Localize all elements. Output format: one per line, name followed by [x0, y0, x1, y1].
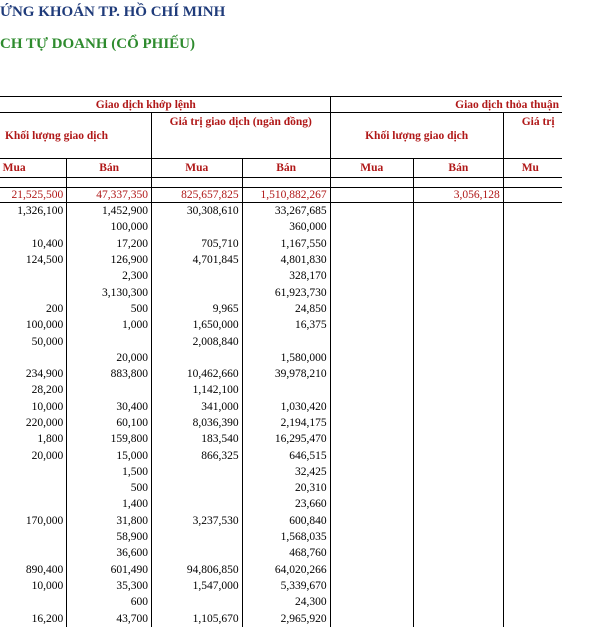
cell-neg-val-buy [503, 284, 562, 300]
cell-vol-sell: 159,800 [67, 431, 152, 447]
cell-neg-vol-sell [413, 415, 503, 431]
cell-neg-val-buy [503, 578, 562, 594]
cell-neg-val-buy [503, 203, 562, 220]
total-neg-vol-buy [330, 188, 413, 203]
table-row [0, 594, 562, 610]
cell-neg-val-buy [503, 480, 562, 496]
cell-val-buy: 94,806,850 [151, 562, 242, 578]
table-row [0, 284, 562, 300]
cell-val-buy: 4,701,845 [151, 252, 242, 268]
cell-val-sell: 16,295,470 [242, 431, 330, 447]
cell-neg-vol-buy [330, 513, 413, 529]
cell-vol-buy: 200 [46, 302, 64, 315]
cell-val-sell: 360,000 [242, 219, 330, 235]
cell-neg-vol-buy [330, 610, 413, 626]
cell-val-sell [242, 382, 330, 398]
cell-val-buy [151, 464, 242, 480]
cell-neg-vol-sell [413, 513, 503, 529]
cell-neg-vol-buy [330, 219, 413, 235]
header-negotiated-trading: Giao dịch thỏa thuận [330, 97, 562, 113]
cell-vol-sell: 1,452,900 [67, 203, 152, 220]
cell-val-sell: 328,170 [242, 268, 330, 284]
header-val-sell: Bán [242, 159, 330, 178]
cell-vol-buy [0, 219, 67, 235]
cell-vol-sell: 3,130,300 [67, 284, 152, 300]
cell-vol-sell: 500 [67, 301, 152, 317]
header-matched-trading: Giao dịch khớp lệnh [0, 97, 330, 113]
cell-neg-val-buy [503, 562, 562, 578]
cell-neg-val-buy [503, 236, 562, 252]
cell-neg-vol-buy [330, 203, 413, 220]
cell-vol-sell: 15,000 [67, 447, 152, 463]
cell-neg-vol-buy [330, 399, 413, 415]
cell-val-buy [151, 545, 242, 561]
header-volume-negotiated: Khối lượng giao dịch [330, 113, 503, 159]
cell-val-buy: 8,036,390 [151, 415, 242, 431]
table-row [0, 496, 562, 512]
cell-neg-val-buy [503, 333, 562, 349]
cell-val-sell: 2,194,175 [242, 415, 330, 431]
cell-neg-vol-sell [413, 382, 503, 398]
cell-neg-val-buy [503, 431, 562, 447]
cell-vol-buy [0, 464, 67, 480]
cell-neg-val-buy [503, 415, 562, 431]
cell-neg-val-buy [503, 464, 562, 480]
table-row [0, 529, 562, 545]
cell-neg-val-buy [503, 610, 562, 626]
cell-val-sell: 468,760 [242, 545, 330, 561]
cell-neg-val-buy [503, 594, 562, 610]
total-val-buy: 825,657,825 [151, 188, 242, 203]
cell-val-sell: 24,850 [242, 301, 330, 317]
table-row [0, 415, 562, 431]
cell-val-buy: 341,000 [151, 399, 242, 415]
cell-vol-sell: 1,500 [67, 464, 152, 480]
cell-vol-buy [0, 594, 67, 610]
cell-val-buy [151, 496, 242, 512]
cell-val-buy: 1,142,100 [151, 382, 242, 398]
cell-neg-vol-sell [413, 236, 503, 252]
cell-vol-buy: 1,326,100 [17, 205, 64, 218]
cell-neg-vol-buy [330, 480, 413, 496]
cell-neg-vol-sell [413, 594, 503, 610]
table-row [0, 513, 562, 529]
cell-val-buy: 1,650,000 [151, 317, 242, 333]
cell-neg-vol-sell [413, 610, 503, 626]
cell-neg-vol-sell [413, 366, 503, 382]
cell-val-sell: 64,020,266 [242, 562, 330, 578]
cell-val-sell: 39,978,210 [242, 366, 330, 382]
header-value-negotiated: Giá trị [503, 113, 562, 159]
cell-neg-vol-buy [330, 301, 413, 317]
cell-neg-vol-buy [330, 464, 413, 480]
cell-val-sell: 1,167,550 [242, 236, 330, 252]
cell-vol-buy: 234,900 [25, 368, 64, 381]
cell-neg-vol-buy [330, 496, 413, 512]
cell-neg-vol-sell [413, 268, 503, 284]
cell-neg-val-buy [503, 513, 562, 529]
total-vol-sell: 47,337,350 [67, 188, 152, 203]
cell-neg-vol-sell [413, 219, 503, 235]
cell-neg-vol-sell [413, 562, 503, 578]
cell-neg-vol-sell [413, 252, 503, 268]
cell-vol-sell: 883,800 [67, 366, 152, 382]
cell-vol-buy: 124,500 [25, 254, 64, 267]
cell-neg-val-buy [503, 219, 562, 235]
header-val-buy: Mua [151, 159, 242, 178]
table-row [0, 219, 562, 235]
cell-neg-vol-buy [330, 529, 413, 545]
cell-val-buy [151, 284, 242, 300]
report-subtitle: CH TỰ DOANH (CỔ PHIẾU) [0, 36, 195, 52]
total-neg-vol-sell: 3,056,128 [413, 188, 503, 203]
cell-neg-val-buy [503, 382, 562, 398]
cell-neg-vol-sell [413, 333, 503, 349]
cell-vol-sell: 17,200 [67, 236, 152, 252]
cell-neg-val-buy [503, 399, 562, 415]
cell-val-sell: 1,030,420 [242, 399, 330, 415]
cell-vol-sell: 600 [67, 594, 152, 610]
cell-vol-buy: 50,000 [31, 335, 64, 348]
cell-val-sell [242, 333, 330, 349]
cell-neg-vol-buy [330, 415, 413, 431]
cell-neg-vol-sell [413, 399, 503, 415]
cell-neg-vol-buy [330, 447, 413, 463]
cell-vol-buy [0, 545, 67, 561]
cell-vol-sell: 31,800 [67, 513, 152, 529]
table-row [0, 610, 562, 626]
cell-vol-buy: 16,200 [31, 612, 64, 625]
cell-val-buy: 1,105,670 [151, 610, 242, 626]
cell-val-sell: 23,660 [242, 496, 330, 512]
cell-neg-vol-sell [413, 464, 503, 480]
cell-vol-buy [0, 284, 67, 300]
cell-vol-buy [0, 480, 67, 496]
cell-neg-val-buy [503, 301, 562, 317]
cell-val-buy: 705,710 [151, 236, 242, 252]
cell-neg-val-buy [503, 447, 562, 463]
cell-neg-vol-sell [413, 203, 503, 220]
cell-neg-vol-sell [413, 301, 503, 317]
cell-neg-vol-sell [413, 350, 503, 366]
cell-val-buy [151, 268, 242, 284]
cell-vol-sell: 36,600 [67, 545, 152, 561]
cell-neg-vol-sell [413, 496, 503, 512]
cell-vol-sell: 2,300 [67, 268, 152, 284]
table-row [0, 317, 562, 333]
cell-val-buy [151, 529, 242, 545]
cell-val-sell: 33,267,685 [242, 203, 330, 220]
cell-vol-buy: 170,000 [25, 514, 64, 527]
cell-val-sell: 4,801,830 [242, 252, 330, 268]
cell-neg-vol-sell [413, 284, 503, 300]
cell-neg-vol-buy [330, 317, 413, 333]
cell-val-buy [151, 594, 242, 610]
cell-vol-buy: 10,000 [31, 400, 64, 413]
table-row [0, 203, 562, 220]
table-row [0, 382, 562, 398]
cell-val-buy: 10,462,660 [151, 366, 242, 382]
cell-val-sell: 61,923,730 [242, 284, 330, 300]
table-row [0, 578, 562, 594]
cell-val-sell: 646,515 [242, 447, 330, 463]
header-neg-vol-sell: Bán [413, 159, 503, 178]
cell-vol-buy: 220,000 [25, 417, 64, 429]
cell-vol-buy: 28,200 [31, 384, 64, 397]
cell-val-buy: 866,325 [151, 447, 242, 463]
cell-vol-sell: 20,000 [67, 350, 152, 366]
cell-neg-vol-buy [330, 333, 413, 349]
cell-val-sell: 1,580,000 [242, 350, 330, 366]
cell-val-sell: 2,965,920 [242, 610, 330, 626]
cell-neg-vol-buy [330, 284, 413, 300]
cell-neg-vol-sell [413, 578, 503, 594]
table-row [0, 399, 562, 415]
report-title: ỨNG KHOÁN TP. HỒ CHÍ MINH [0, 4, 226, 20]
cell-neg-vol-buy [330, 236, 413, 252]
cell-vol-buy: 1,800 [37, 433, 64, 446]
cell-vol-sell: 43,700 [67, 610, 152, 626]
cell-vol-buy: 20,000 [31, 449, 64, 462]
table-row [0, 350, 562, 366]
cell-val-buy [151, 480, 242, 496]
header-vol-sell: Bán [67, 159, 152, 178]
cell-vol-sell: 601,490 [67, 562, 152, 578]
cell-vol-buy [0, 350, 67, 366]
cell-vol-sell: 1,400 [67, 496, 152, 512]
cell-neg-vol-sell [413, 529, 503, 545]
cell-vol-sell: 58,900 [67, 529, 152, 545]
header-volume: Khối lượng giao dịch [0, 113, 151, 159]
table-row [0, 447, 562, 463]
cell-val-buy: 2,008,840 [151, 333, 242, 349]
cell-val-buy [151, 219, 242, 235]
total-vol-buy: 21,525,500 [0, 188, 67, 203]
total-val-sell: 1,510,882,267 [242, 188, 330, 203]
cell-neg-vol-sell [413, 545, 503, 561]
cell-val-buy: 30,308,610 [151, 203, 242, 220]
cell-neg-vol-buy [330, 366, 413, 382]
cell-val-sell: 600,840 [242, 513, 330, 529]
cell-vol-buy: 100,000 [25, 319, 64, 332]
cell-neg-vol-sell [413, 447, 503, 463]
header-value: Giá trị giao dịch (ngàn đồng) [151, 113, 330, 159]
cell-vol-sell: 1,000 [67, 317, 152, 333]
table-row [0, 480, 562, 496]
cell-neg-val-buy [503, 529, 562, 545]
cell-neg-val-buy [503, 350, 562, 366]
cell-neg-vol-sell [413, 317, 503, 333]
cell-val-buy: 3,237,530 [151, 513, 242, 529]
table-row [0, 236, 562, 252]
table-row [0, 268, 562, 284]
header-neg-val-buy: Mu [503, 159, 562, 178]
cell-vol-buy [0, 268, 67, 284]
table-row [0, 545, 562, 561]
cell-vol-buy: 10,400 [31, 237, 64, 250]
table-row [0, 301, 562, 317]
cell-neg-vol-buy [330, 382, 413, 398]
cell-neg-vol-buy [330, 431, 413, 447]
cell-val-sell: 20,310 [242, 480, 330, 496]
cell-vol-sell: 35,300 [67, 578, 152, 594]
table-row [0, 562, 562, 578]
cell-val-buy [151, 350, 242, 366]
totals-row [0, 188, 562, 203]
cell-vol-buy: 10,000 [31, 579, 64, 592]
cell-val-buy: 183,540 [151, 431, 242, 447]
cell-vol-sell: 30,400 [67, 399, 152, 415]
cell-neg-val-buy [503, 268, 562, 284]
table-row [0, 464, 562, 480]
cell-val-sell: 32,425 [242, 464, 330, 480]
cell-neg-val-buy [503, 366, 562, 382]
cell-vol-buy [0, 496, 67, 512]
cell-neg-vol-buy [330, 268, 413, 284]
cell-neg-vol-buy [330, 545, 413, 561]
cell-neg-vol-sell [413, 431, 503, 447]
header-vol-buy: Mua [0, 159, 67, 178]
cell-neg-vol-sell [413, 480, 503, 496]
cell-val-sell: 1,568,035 [242, 529, 330, 545]
cell-neg-vol-buy [330, 594, 413, 610]
cell-val-sell: 5,339,670 [242, 578, 330, 594]
table-row [0, 333, 562, 349]
cell-neg-val-buy [503, 252, 562, 268]
data-rows [0, 203, 562, 627]
cell-vol-buy: 890,400 [25, 563, 64, 576]
table-row [0, 431, 562, 447]
cell-neg-vol-buy [330, 562, 413, 578]
cell-val-sell: 24,300 [242, 594, 330, 610]
cell-vol-sell [67, 333, 152, 349]
cell-vol-sell [67, 382, 152, 398]
trading-table [0, 96, 562, 627]
cell-neg-vol-buy [330, 350, 413, 366]
cell-vol-buy [0, 529, 67, 545]
header-neg-vol-buy: Mua [330, 159, 413, 178]
cell-val-sell: 16,375 [242, 317, 330, 333]
cell-neg-val-buy [503, 545, 562, 561]
table-row [0, 366, 562, 382]
cell-neg-val-buy [503, 496, 562, 512]
cell-vol-sell: 100,000 [67, 219, 152, 235]
cell-val-buy: 1,547,000 [151, 578, 242, 594]
cell-neg-val-buy [503, 317, 562, 333]
cell-val-buy: 9,965 [151, 301, 242, 317]
cell-neg-vol-buy [330, 252, 413, 268]
cell-vol-sell: 60,100 [67, 415, 152, 431]
cell-vol-sell: 500 [67, 480, 152, 496]
cell-neg-vol-buy [330, 578, 413, 594]
cell-vol-sell: 126,900 [67, 252, 152, 268]
table-row [0, 252, 562, 268]
